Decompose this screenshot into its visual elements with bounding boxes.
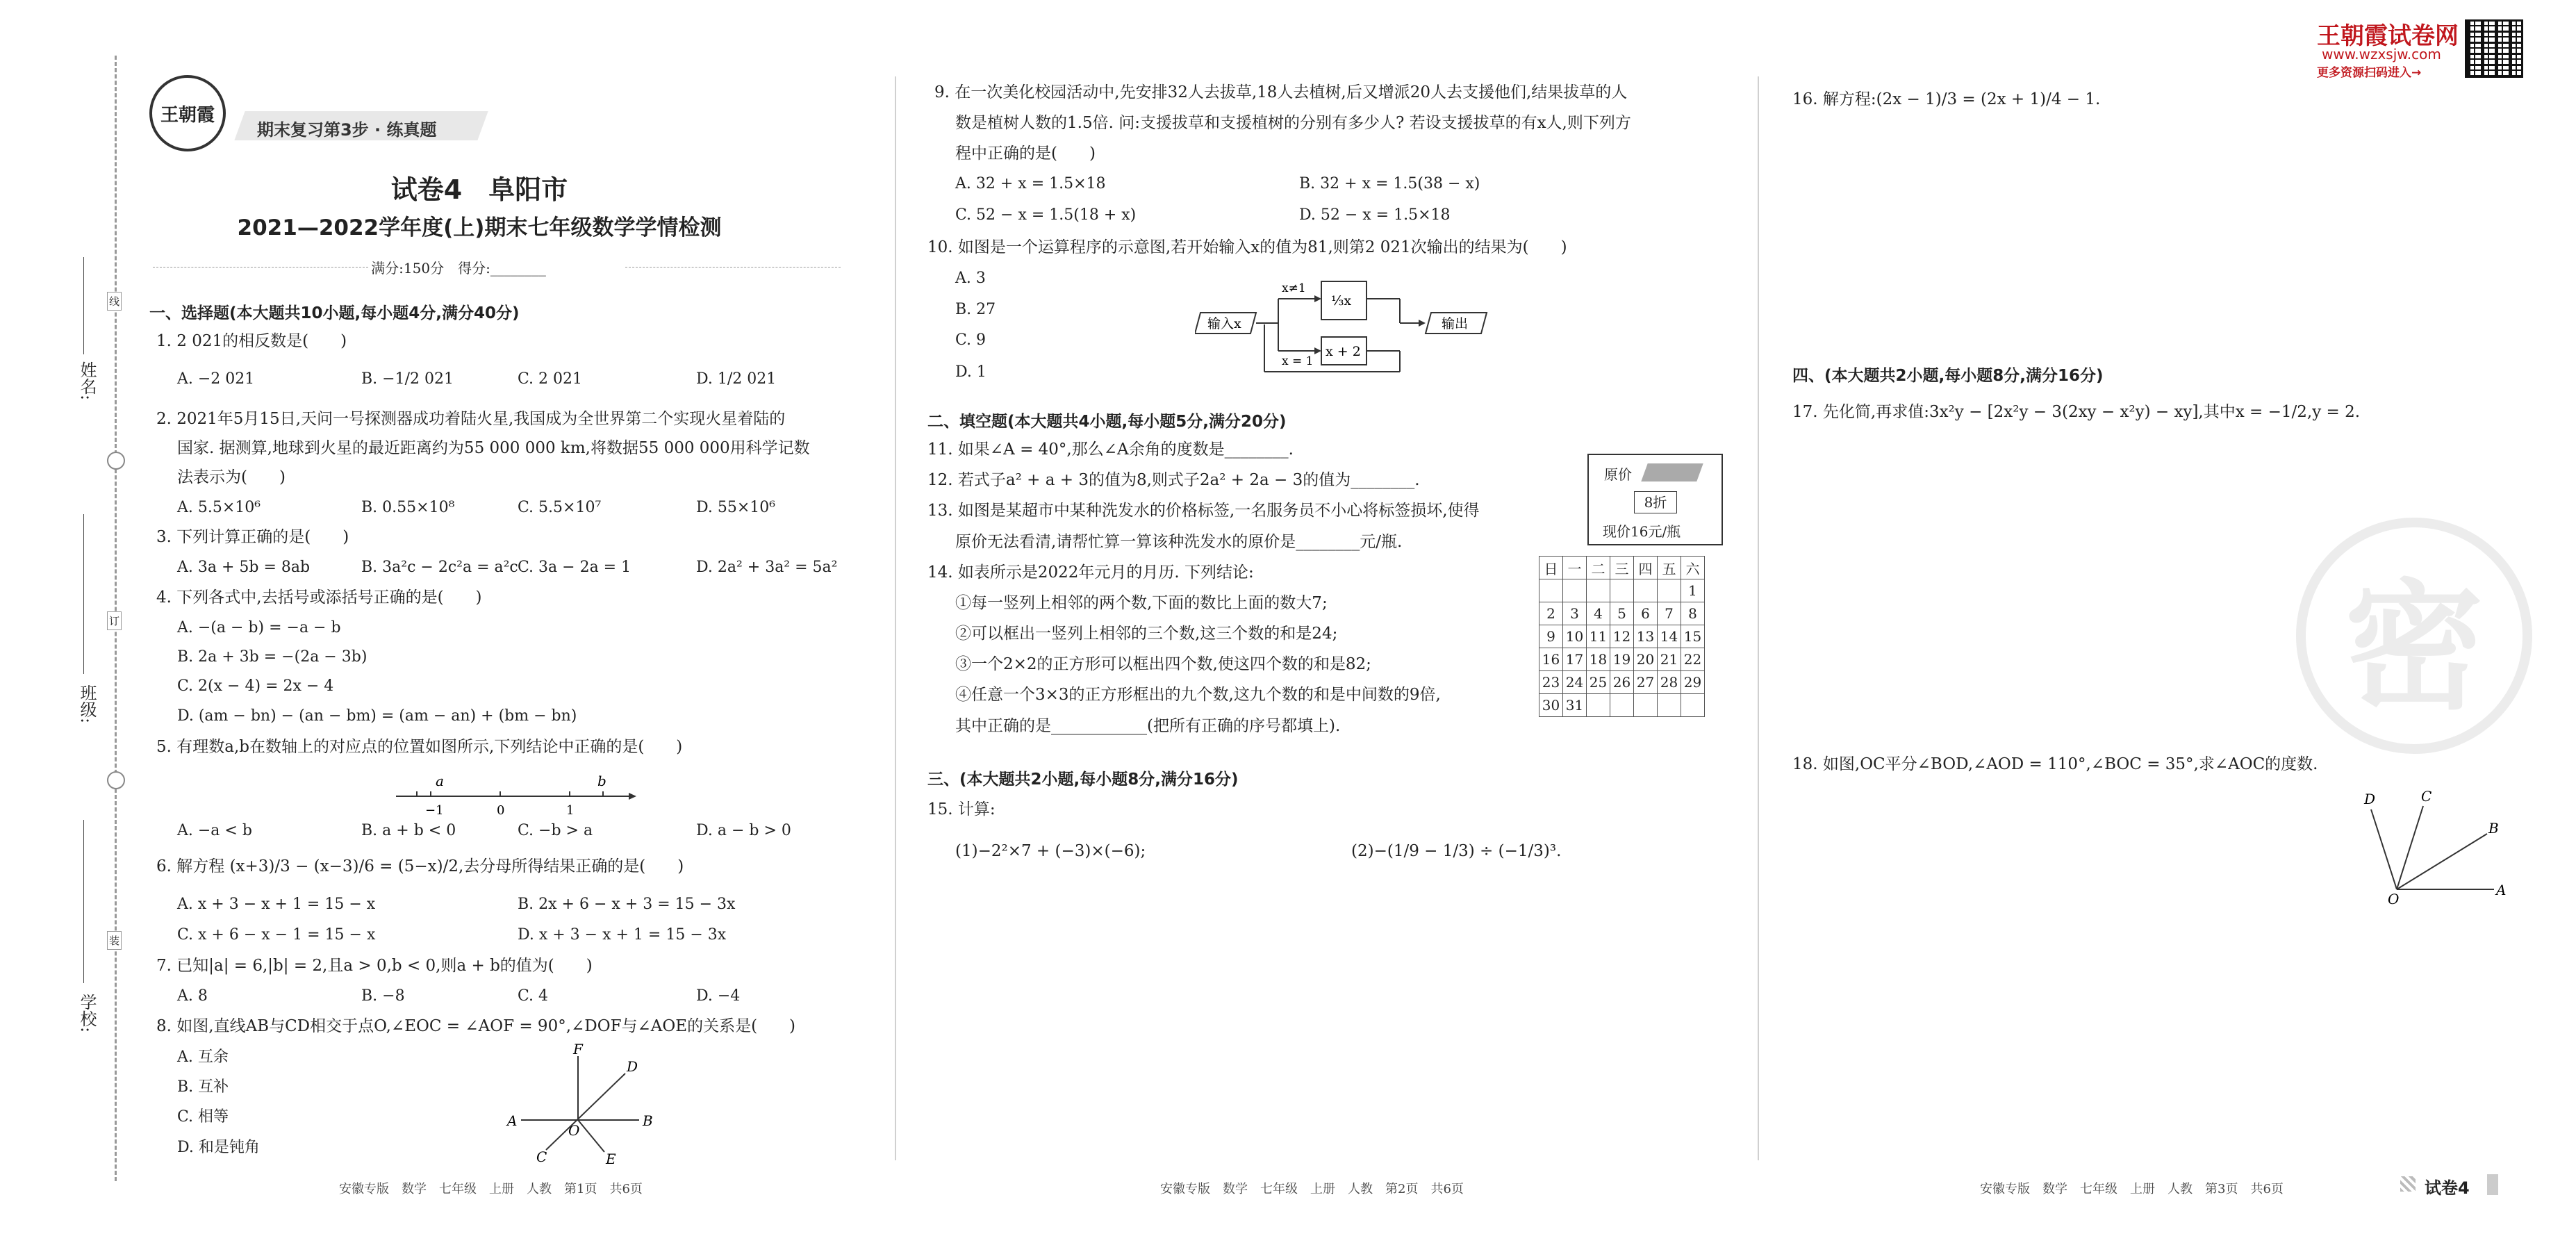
q10-option-c: C. 9 bbox=[955, 331, 986, 349]
q7-option-a: A. 8 bbox=[177, 987, 208, 1005]
q5-tick-0: 0 bbox=[497, 803, 505, 817]
calendar-cell: 29 bbox=[1681, 671, 1705, 694]
q3-option-b: B. 3a²c − 2c²a = a²c bbox=[361, 559, 518, 576]
q5-label-a: a bbox=[436, 773, 444, 789]
footer-paper-label: 试卷4 bbox=[2425, 1178, 2470, 1198]
q15-stem: 15. 计算: bbox=[927, 800, 996, 818]
q4-option-b: B. 2a + 3b = −(2a − 3b) bbox=[177, 648, 368, 666]
q13-price-tag bbox=[1587, 454, 1723, 545]
q14-line-1: 14. 如表所示是2022年元月的月历. 下列结论: bbox=[927, 563, 1254, 582]
calendar-cell: 31 bbox=[1563, 694, 1587, 717]
q13-orig-label: 原价 bbox=[1604, 466, 1632, 483]
calendar-cell: 10 bbox=[1563, 625, 1587, 648]
q9-option-c: C. 52 − x = 1.5(18 + x) bbox=[955, 206, 1137, 224]
calendar-cell: 26 bbox=[1610, 671, 1634, 694]
q8-stem: 8. 如图,直线AB与CD相交于点O,∠EOC = ∠AOF = 90°,∠DOF与∠AOE的关系是( ) bbox=[156, 1017, 796, 1035]
q3-option-d: D. 2a² + 3a² = 5a² bbox=[696, 559, 838, 576]
q9-line-2: 数是植树人数的1.5倍. 问:支援拔草和支援植树的分别有多少人? 若设支援拔草的有x人,则下列方 bbox=[955, 114, 1631, 132]
q14-option-5: 其中正确的是____________(把所有正确的序号都填上). bbox=[955, 717, 1341, 735]
q8-point-d: D bbox=[627, 1058, 638, 1075]
q14-option-1: ①每一竖列上相邻的两个数,下面的数比上面的数大7; bbox=[955, 594, 1328, 612]
logo-text: 王朝霞 bbox=[160, 104, 215, 126]
calendar-head: 一 bbox=[1563, 557, 1587, 579]
cut-mark-ding: 订 bbox=[107, 611, 122, 630]
q10-stem: 10. 如图是一个运算程序的示意图,若开始输入x的值为81,则第2 021次输出的结果为( ) bbox=[927, 238, 1567, 256]
q8-option-a: A. 互余 bbox=[177, 1048, 229, 1066]
qr-code[interactable] bbox=[2465, 19, 2523, 78]
calendar-cell bbox=[1658, 579, 1681, 602]
calendar-cell bbox=[1587, 694, 1610, 717]
q10-cond-eq: x = 1 bbox=[1282, 354, 1314, 368]
calendar-cell: 1 bbox=[1681, 579, 1705, 602]
calendar-head: 五 bbox=[1658, 557, 1681, 579]
q1-option-d: D. 1/2 021 bbox=[696, 370, 777, 388]
q8-point-a: A bbox=[507, 1112, 518, 1129]
q7-stem: 7. 已知|a| = 6,|b| = 2,且a > 0,b < 0,则a + b的值为( ) bbox=[156, 957, 593, 975]
name-label: 姓名: bbox=[77, 361, 97, 401]
q9-line-3: 程中正确的是( ) bbox=[955, 145, 1096, 163]
calendar-cell: 28 bbox=[1658, 671, 1681, 694]
q10-option-b: B. 27 bbox=[955, 301, 996, 318]
section-2-title: 二、填空题(本大题共4小题,每小题5分,满分20分) bbox=[927, 413, 1287, 431]
calendar-cell bbox=[1634, 579, 1658, 602]
calendar-cell: 20 bbox=[1634, 648, 1658, 671]
q6-option-d: D. x + 3 − x + 1 = 15 − 3x bbox=[518, 926, 727, 944]
q9-option-a: A. 32 + x = 1.5×18 bbox=[955, 175, 1106, 192]
calendar-cell bbox=[1634, 694, 1658, 717]
calendar-row bbox=[1539, 625, 1705, 648]
q10-op-plus2: x + 2 bbox=[1326, 344, 1361, 359]
q5-option-c: C. −b > a bbox=[518, 822, 593, 839]
q1-option-a: A. −2 021 bbox=[177, 370, 255, 388]
calendar-cell: 11 bbox=[1587, 625, 1610, 648]
score-line: 满分:150分 得分:________ bbox=[371, 260, 546, 277]
calendar-cell bbox=[1539, 579, 1563, 602]
brand-name: 王朝霞试卷网 bbox=[2317, 22, 2459, 50]
footer-page-1: 安徽专版 数学 七年级 上册 人教 第1页 共6页 bbox=[339, 1182, 643, 1196]
section-4-title: 四、(本大题共2小题,每小题8分,满分16分) bbox=[1792, 367, 2104, 385]
q12: 12. 若式子a² + a + 3的值为8,则式子2a² + 2a − 3的值为________. bbox=[927, 471, 1420, 489]
q5-option-d: D. a − b > 0 bbox=[696, 822, 791, 839]
watermark-text: 密 bbox=[2344, 566, 2484, 729]
q14-option-3: ③一个2×2的正方形可以框出四个数,使这四个数的和是82; bbox=[955, 655, 1371, 673]
section-3-title: 三、(本大题共2小题,每小题8分,满分16分) bbox=[927, 771, 1239, 789]
q6-stem: 6. 解方程 (x+3)/3 − (x−3)/6 = (5−x)/2,去分母所得结果正确的是( ) bbox=[156, 857, 684, 875]
q2-line-2: 国家. 据测算,地球到火星的最近距离约为55 000 000 km,将数据55 000 000用科学记数 bbox=[177, 439, 810, 457]
q14-option-2: ②可以框出一竖列上相邻的三个数,这三个数的和是24; bbox=[955, 625, 1338, 643]
q8-angle-figure bbox=[500, 1042, 660, 1167]
calendar-cell: 7 bbox=[1658, 602, 1681, 625]
q13-line-1: 13. 如图是某超市中某种洗发水的价格标签,一名服务员不小心将标签损坏,使得 bbox=[927, 502, 1480, 520]
calendar-cell: 22 bbox=[1681, 648, 1705, 671]
calendar-row bbox=[1539, 648, 1705, 671]
q4-stem: 4. 下列各式中,去括号或添括号正确的是( ) bbox=[156, 588, 482, 607]
q5-label-b: b bbox=[597, 773, 606, 789]
q5-tick-neg1: −1 bbox=[425, 803, 444, 817]
calendar-cell: 5 bbox=[1610, 602, 1634, 625]
calendar-head: 四 bbox=[1634, 557, 1658, 579]
q8-option-b: B. 互补 bbox=[177, 1078, 229, 1096]
q1-stem: 1. 2 021的相反数是( ) bbox=[156, 332, 347, 350]
q14-calendar bbox=[1539, 556, 1705, 717]
calendar-cell: 17 bbox=[1563, 648, 1587, 671]
q18-point-a: A bbox=[2496, 882, 2507, 898]
q10-option-d: D. 1 bbox=[955, 363, 986, 381]
q11: 11. 如果∠A = 40°,那么∠A余角的度数是________. bbox=[927, 441, 1294, 459]
q8-point-o: O bbox=[568, 1122, 580, 1139]
page-subtitle: 2021—2022学年度(上)期末七年级数学学情检测 bbox=[237, 215, 722, 240]
q8-point-b: B bbox=[643, 1112, 653, 1129]
q10-output-box: 输出 bbox=[1442, 316, 1469, 331]
q1-option-c: C. 2 021 bbox=[518, 370, 583, 388]
calendar-cell: 24 bbox=[1563, 671, 1587, 694]
q7-option-d: D. −4 bbox=[696, 987, 741, 1005]
q8-point-f: F bbox=[573, 1042, 583, 1057]
q9-option-b: B. 32 + x = 1.5(38 − x) bbox=[1299, 175, 1480, 192]
brand-url: www.wzxsjw.com bbox=[2322, 46, 2441, 63]
calendar-cell: 6 bbox=[1634, 602, 1658, 625]
q13-now-price: 现价16元/瓶 bbox=[1603, 523, 1681, 540]
footer-bar bbox=[2487, 1174, 2498, 1195]
q5-tick-1: 1 bbox=[566, 803, 575, 817]
calendar-cell: 2 bbox=[1539, 602, 1563, 625]
binding-hole bbox=[107, 771, 125, 789]
calendar-row bbox=[1539, 671, 1705, 694]
q18-angle-figure bbox=[2352, 782, 2511, 907]
calendar-cell: 9 bbox=[1539, 625, 1563, 648]
q7-option-b: B. −8 bbox=[361, 987, 405, 1005]
q13-line-2: 原价无法看清,请帮忙算一算该种洗发水的原价是________元/瓶. bbox=[955, 533, 1403, 551]
page-title: 试卷4 阜阳市 bbox=[390, 174, 568, 205]
q2-line-3: 法表示为( ) bbox=[177, 468, 286, 486]
q7-option-c: C. 4 bbox=[518, 987, 549, 1005]
calendar-header-row bbox=[1539, 557, 1705, 579]
q18-stem: 18. 如图,OC平分∠BOD,∠AOD = 110°,∠BOC = 35°,求∠AOC的度数. bbox=[1792, 755, 2318, 773]
calendar-cell: 12 bbox=[1610, 625, 1634, 648]
calendar-cell bbox=[1563, 579, 1587, 602]
footer-page-3: 安徽专版 数学 七年级 上册 人教 第3页 共6页 bbox=[1980, 1182, 2284, 1196]
q10-input-box: 输入x bbox=[1207, 316, 1241, 331]
q9-option-d: D. 52 − x = 1.5×18 bbox=[1299, 206, 1451, 224]
calendar-cell bbox=[1658, 694, 1681, 717]
column-divider-1 bbox=[895, 76, 896, 1160]
calendar-cell bbox=[1681, 694, 1705, 717]
q2-option-a: A. 5.5×10⁶ bbox=[177, 499, 261, 516]
q4-option-d: D. (am − bn) − (an − bm) = (am − an) + (bm − bn) bbox=[177, 707, 577, 725]
q9-line-1: 9. 在一次美化校园活动中,先安排32人去拔草,18人去植树,后又增派20人去支援他们,结果拔草的人 bbox=[934, 83, 1628, 101]
q16: 16. 解方程:(2x − 1)/3 = (2x + 1)/4 − 1. bbox=[1792, 90, 2101, 108]
binding-hole bbox=[107, 452, 125, 470]
calendar-cell: 13 bbox=[1634, 625, 1658, 648]
calendar-cell bbox=[1610, 694, 1634, 717]
q5-option-b: B. a + b < 0 bbox=[361, 822, 456, 839]
q18-point-o: O bbox=[2388, 891, 2400, 907]
review-badge-text: 期末复习第3步 · 练真题 bbox=[257, 120, 437, 140]
q3-option-c: C. 3a − 2a = 1 bbox=[518, 559, 631, 576]
calendar-row bbox=[1539, 579, 1705, 602]
q4-option-c: C. 2(x − 4) = 2x − 4 bbox=[177, 677, 334, 695]
calendar-cell: 18 bbox=[1587, 648, 1610, 671]
q1-option-b: B. −1/2 021 bbox=[361, 370, 454, 388]
q2-option-c: C. 5.5×10⁷ bbox=[518, 499, 602, 516]
q18-point-b: B bbox=[2488, 820, 2499, 837]
q17: 17. 先化简,再求值:3x²y − [2x²y − 3(2xy − x²y) − xy],其中x = −1/2,y = 2. bbox=[1792, 403, 2361, 421]
calendar-cell bbox=[1587, 579, 1610, 602]
q2-option-b: B. 0.55×10⁸ bbox=[361, 499, 455, 516]
watermark-seal bbox=[2296, 518, 2532, 754]
calendar-cell: 16 bbox=[1539, 648, 1563, 671]
column-divider-2 bbox=[1758, 76, 1759, 1160]
calendar-cell: 4 bbox=[1587, 602, 1610, 625]
q10-op-third: ⅓x bbox=[1331, 293, 1352, 308]
q15-part-1: (1)−2²×7 + (−3)×(−6); bbox=[955, 842, 1146, 860]
q13-torn-area bbox=[1641, 463, 1703, 481]
q18-point-c: C bbox=[2421, 788, 2432, 805]
q5-number-line bbox=[389, 768, 639, 817]
logo-seal bbox=[149, 75, 226, 151]
calendar-cell: 19 bbox=[1610, 648, 1634, 671]
calendar-row bbox=[1539, 602, 1705, 625]
calendar-cell bbox=[1610, 579, 1634, 602]
calendar-cell: 14 bbox=[1658, 625, 1681, 648]
q8-option-d: D. 和是钝角 bbox=[177, 1139, 260, 1156]
q8-point-c: C bbox=[536, 1149, 547, 1165]
q14-option-4: ④任意一个3×3的正方形框出的九个数,这九个数的和是中间数的9倍, bbox=[955, 686, 1441, 704]
class-underline bbox=[83, 514, 84, 674]
class-label: 班级: bbox=[77, 684, 97, 724]
section-1-title: 一、选择题(本大题共10小题,每小题4分,满分40分) bbox=[149, 304, 520, 322]
q6-option-c: C. x + 6 − x − 1 = 15 − x bbox=[177, 926, 376, 944]
school-underline bbox=[83, 820, 84, 983]
cut-mark-zhuang: 装 bbox=[107, 931, 122, 950]
calendar-head: 六 bbox=[1681, 557, 1705, 579]
cut-mark-xian: 线 bbox=[107, 292, 122, 311]
q15-part-2: (2)−(1/9 − 1/3) ÷ (−1/3)³. bbox=[1351, 842, 1562, 860]
q2-line-1: 2. 2021年5月15日,天问一号探测器成功着陆火星,我国成为全世界第二个实现火星着陆的 bbox=[156, 410, 786, 428]
brand-tagline: 更多资源扫码进入→ bbox=[2317, 66, 2422, 80]
q10-cond-neq: x≠1 bbox=[1282, 281, 1306, 295]
q10-flowchart bbox=[1195, 274, 1501, 379]
calendar-cell: 21 bbox=[1658, 648, 1681, 671]
calendar-head: 日 bbox=[1539, 557, 1563, 579]
q5-stem: 5. 有理数a,b在数轴上的对应点的位置如图所示,下列结论中正确的是( ) bbox=[156, 738, 683, 756]
q4-option-a: A. −(a − b) = −a − b bbox=[177, 619, 341, 636]
q6-option-b: B. 2x + 6 − x + 3 = 15 − 3x bbox=[518, 896, 736, 913]
q5-option-a: A. −a < b bbox=[177, 822, 252, 839]
q8-point-e: E bbox=[606, 1151, 616, 1167]
calendar-cell: 23 bbox=[1539, 671, 1563, 694]
q18-point-d: D bbox=[2364, 791, 2376, 807]
calendar-cell: 30 bbox=[1539, 694, 1563, 717]
calendar-cell: 25 bbox=[1587, 671, 1610, 694]
q10-option-a: A. 3 bbox=[955, 270, 986, 287]
calendar-cell: 15 bbox=[1681, 625, 1705, 648]
school-label: 学校: bbox=[77, 994, 97, 1033]
q6-option-a: A. x + 3 − x + 1 = 15 − x bbox=[177, 896, 376, 913]
footer-deco bbox=[2400, 1176, 2416, 1192]
calendar-cell: 3 bbox=[1563, 602, 1587, 625]
calendar-head: 三 bbox=[1610, 557, 1634, 579]
q3-stem: 3. 下列计算正确的是( ) bbox=[156, 528, 349, 546]
q13-discount-box: 8折 bbox=[1634, 491, 1677, 513]
calendar-head: 二 bbox=[1587, 557, 1610, 579]
calendar-cell: 27 bbox=[1634, 671, 1658, 694]
q2-option-d: D. 55×10⁶ bbox=[696, 499, 776, 516]
calendar-cell: 8 bbox=[1681, 602, 1705, 625]
calendar-row bbox=[1539, 694, 1705, 717]
q8-option-c: C. 相等 bbox=[177, 1108, 229, 1126]
q3-option-a: A. 3a + 5b = 8ab bbox=[177, 559, 311, 576]
footer-page-2: 安徽专版 数学 七年级 上册 人教 第2页 共6页 bbox=[1160, 1182, 1464, 1196]
